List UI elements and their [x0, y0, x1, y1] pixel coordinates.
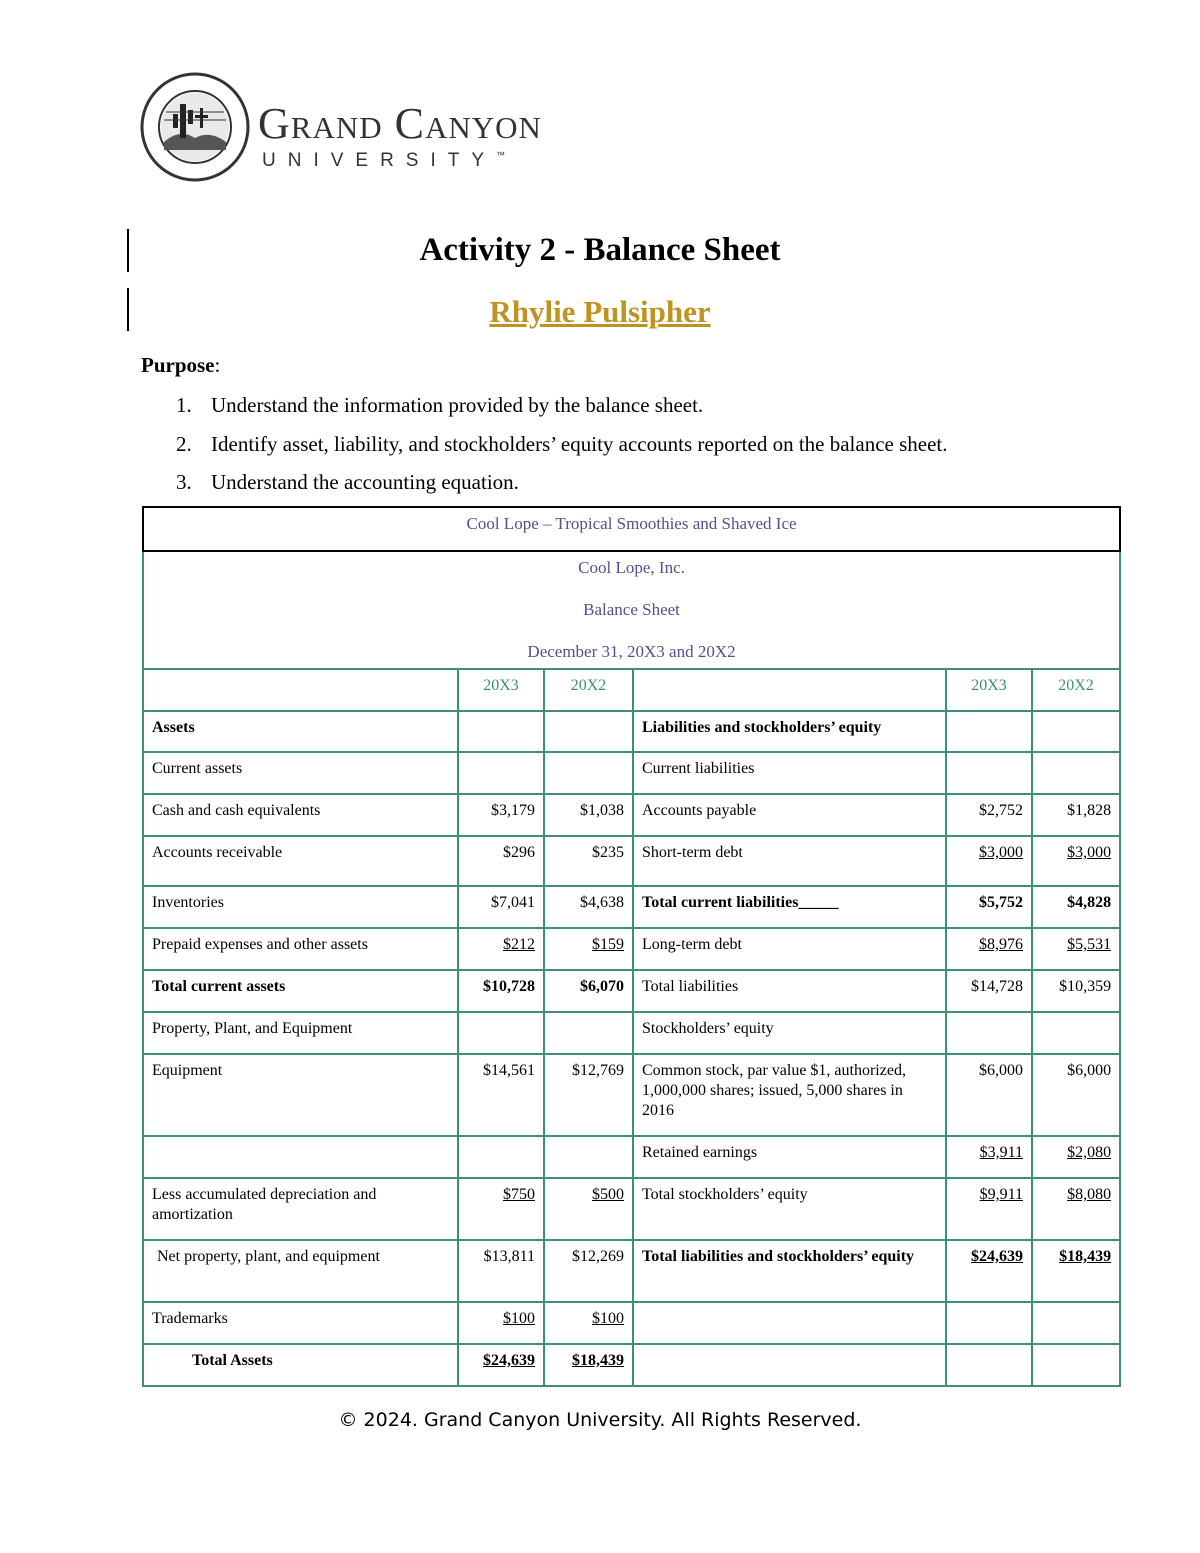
statement-name: Balance Sheet: [583, 600, 680, 619]
table-row: Less accumulated depreciation and amortization $750 $500 Total stockholders’ equity $9,911 $8,080: [143, 1178, 1120, 1240]
copyright-footer: © 2024. Grand Canyon University. All Rights Reserved.: [338, 1409, 862, 1431]
author-name: Rhylie Pulsipher: [489, 294, 711, 329]
column-header-year: 20X2: [1032, 669, 1120, 711]
document-title: Activity 2 - Balance Sheet: [419, 232, 781, 268]
balance-sheet-table: [142, 506, 1121, 1387]
table-row: Total current assets $10,728 $6,070 Total liabilities $14,728 $10,359: [143, 970, 1120, 1012]
table-row: Inventories $7,041 $4,638 Total current liabilities_____ $5,752 $4,828: [143, 886, 1120, 928]
purpose-heading: Purpose:: [141, 353, 221, 377]
list-item: 2. Identify asset, liability, and stockholders’ equity accounts reported on the balance sheet.: [176, 431, 948, 456]
column-header-year: 20X2: [544, 669, 633, 711]
table-row: Retained earnings $3,911 $2,080: [143, 1136, 1120, 1178]
table-row: Current assets Current liabilities: [143, 752, 1120, 794]
column-header-year: 20X3: [458, 669, 544, 711]
table-banner: Cool Lope – Tropical Smoothies and Shaved Ice: [143, 507, 1120, 551]
table-row: Prepaid expenses and other assets $212 $159 Long-term debt $8,976 $5,531: [143, 928, 1120, 970]
table-row: Property, Plant, and Equipment Stockholders’ equity: [143, 1012, 1120, 1054]
table-row: Accounts receivable $296 $235 Short-term debt $3,000 $3,000: [143, 836, 1120, 886]
purpose-list: [176, 393, 948, 509]
logo-title: Grand Canyon: [258, 99, 542, 148]
table-row: Cash and cash equivalents $3,179 $1,038 Accounts payable $2,752 $1,828: [143, 794, 1120, 836]
list-item: 1. Understand the information provided by the balance sheet.: [176, 393, 704, 417]
logo-subtitle: UNIVERSITY: [262, 150, 497, 171]
university-seal-icon: [140, 72, 250, 182]
column-header-year: 20X3: [946, 669, 1032, 711]
table-row: Equipment $14,561 $12,769 Common stock, par value $1, authorized, 1,000,000 shares; issued, 5,000 shares in 2016 $6,000 $6,000: [143, 1054, 1120, 1136]
statement-heading: [143, 551, 1120, 669]
table-row: Net property, plant, and equipment $13,811 $12,269 Total liabilities and stockholders’ equity $24,639 $18,439: [143, 1240, 1120, 1302]
table-row: Assets Liabilities and stockholders’ equity: [143, 711, 1120, 752]
university-logo: [140, 72, 620, 184]
company-name: Cool Lope, Inc.: [578, 558, 685, 577]
table-row: Total Assets $24,639 $18,439: [143, 1344, 1120, 1386]
statement-date: December 31, 20X3 and 20X2: [527, 642, 736, 661]
table-row: Trademarks $100 $100: [143, 1302, 1120, 1344]
list-item: 3. Understand the accounting equation.: [176, 470, 519, 494]
logo-tm: ™: [496, 150, 506, 160]
